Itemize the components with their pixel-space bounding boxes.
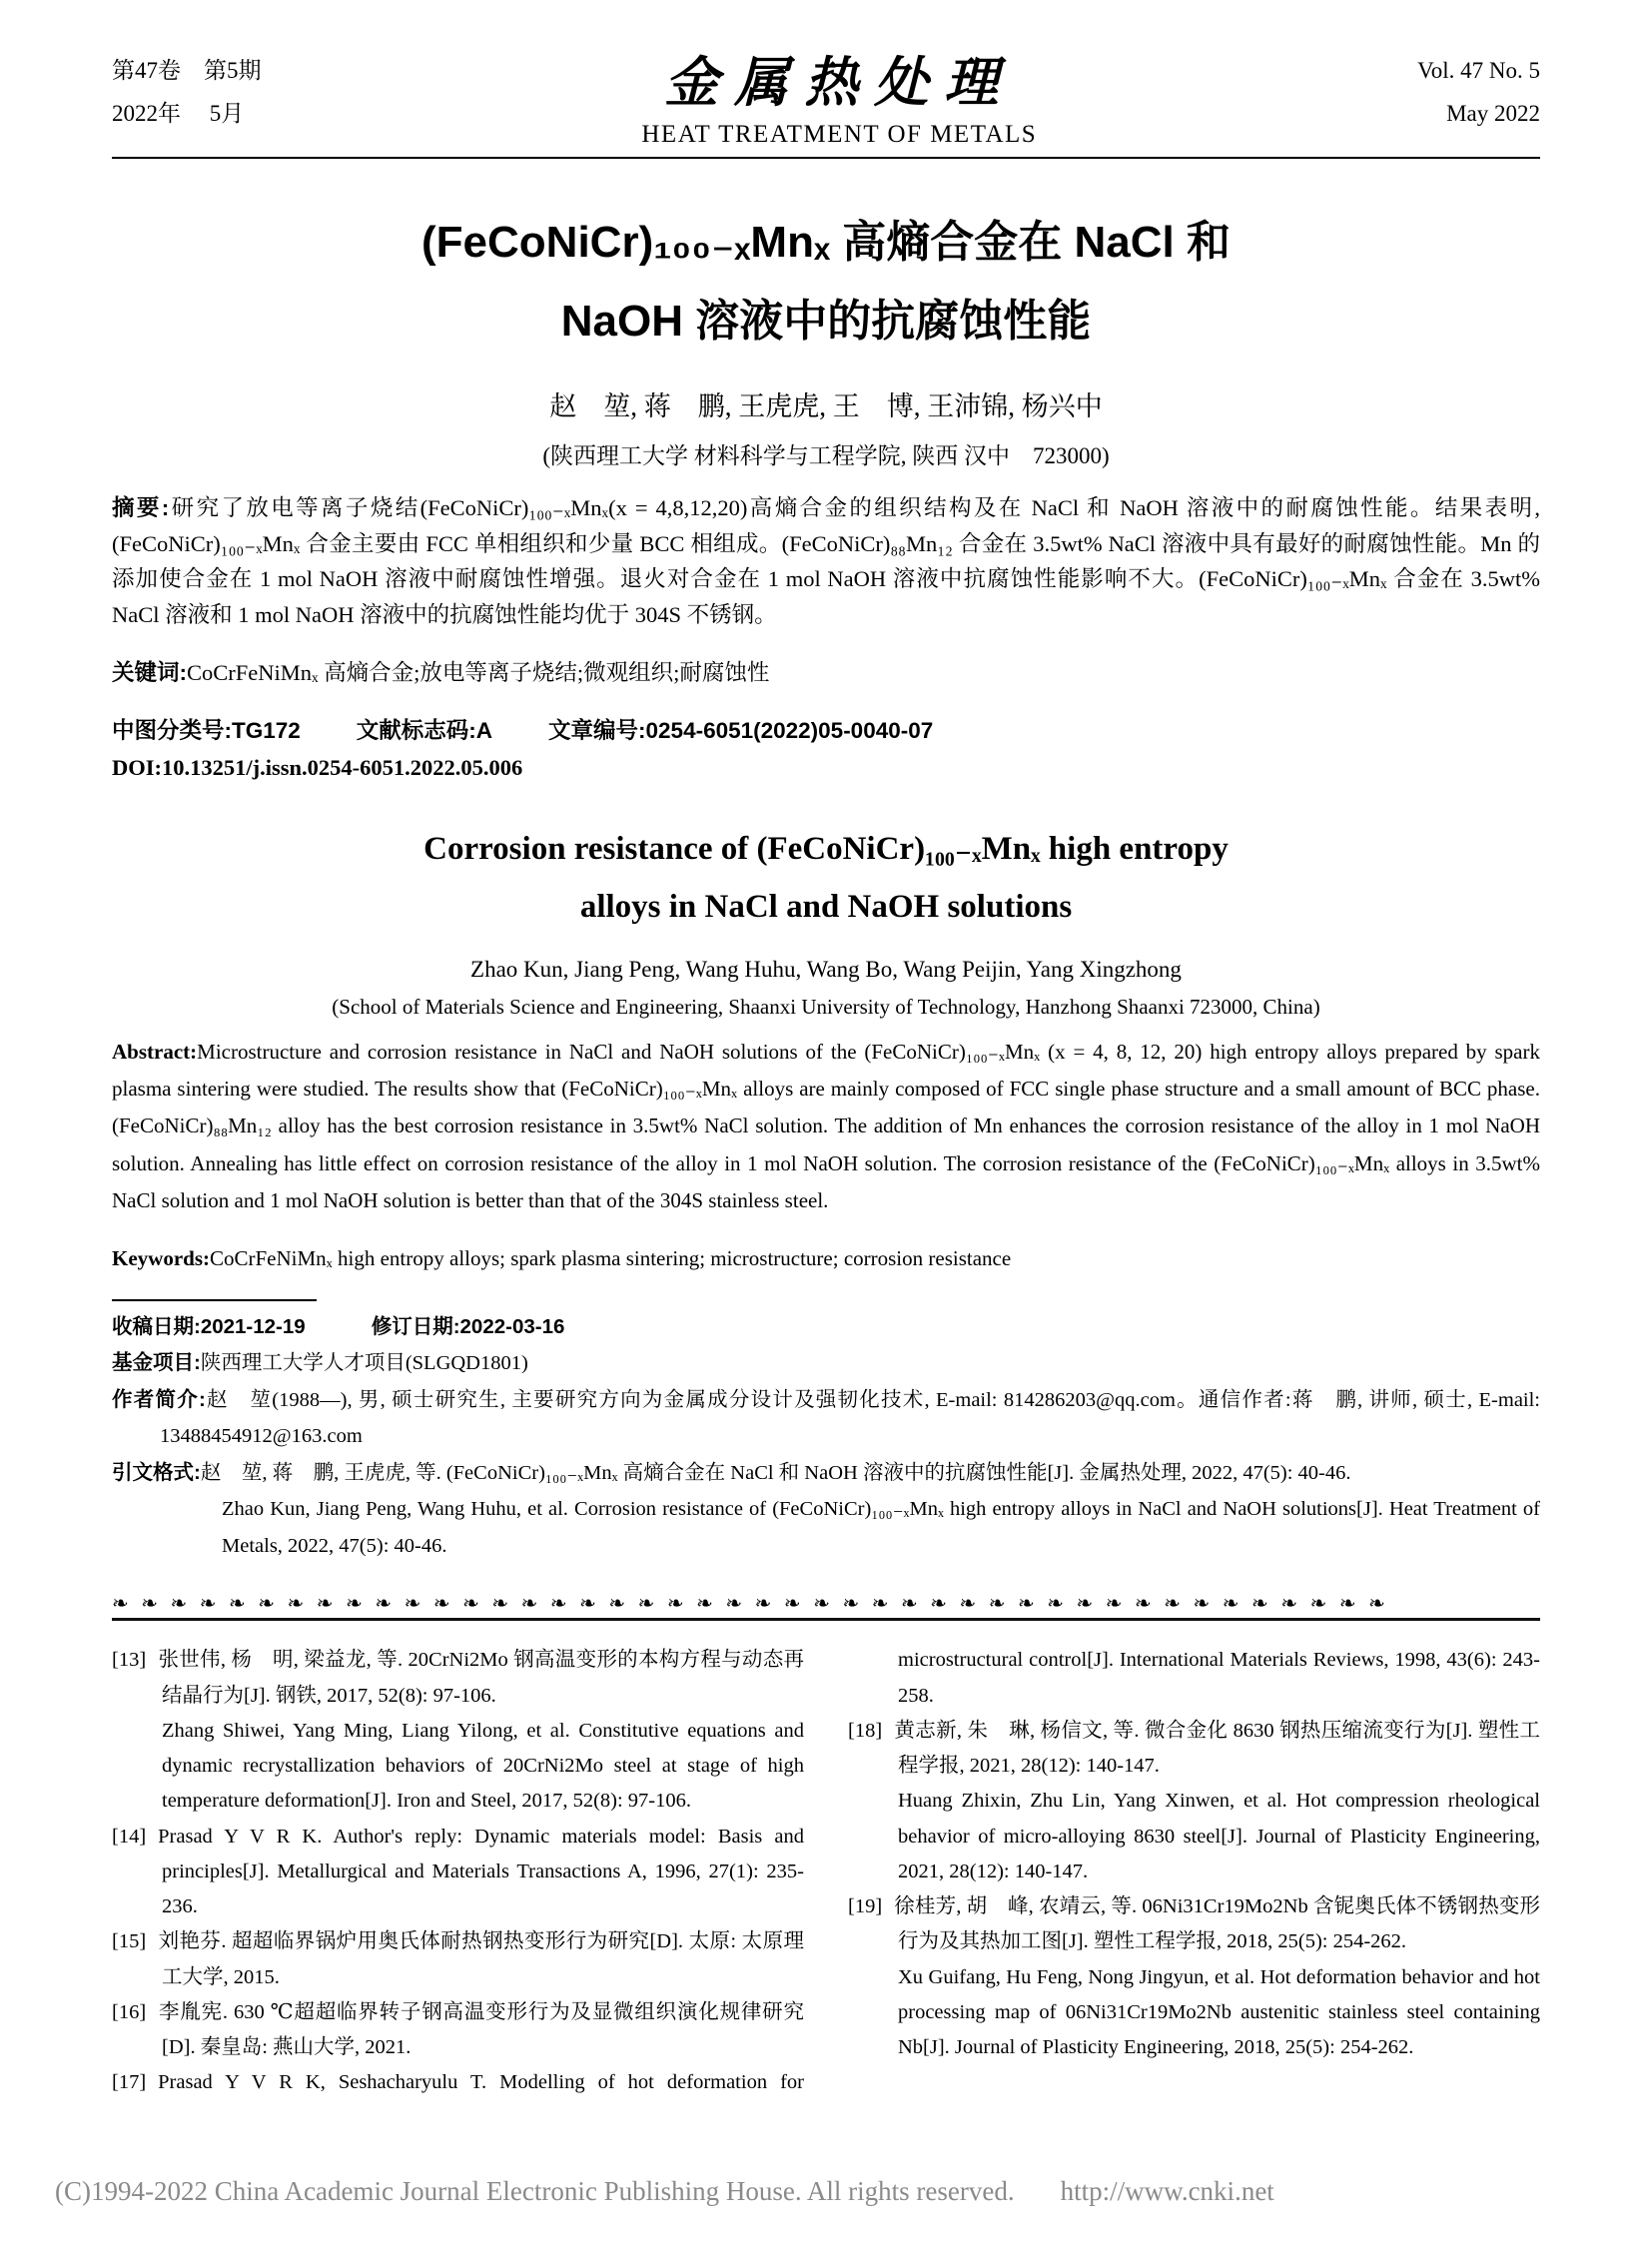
abstract-cn bbox=[112, 490, 1540, 632]
reference-text bbox=[112, 1924, 804, 1995]
journal-masthead bbox=[262, 40, 1418, 149]
keywords-en bbox=[112, 1240, 1540, 1277]
clc-number: 中图分类号:TG172 bbox=[112, 718, 301, 744]
authors-en: Zhao Kun, Jiang Peng, Wang Huhu, Wang Bo, Wang Peijin, Yang Xingzhong bbox=[470, 956, 1182, 982]
references-column-right bbox=[848, 1643, 1540, 2100]
article-number: 文章编号:0254-6051(2022)05-0040-07 bbox=[548, 718, 934, 744]
footnote-citation-cn bbox=[112, 1455, 1540, 1491]
fund-label: 基金项目: bbox=[112, 1351, 201, 1375]
keywords-cn-text: CoCrFeNiMnₓ 高熵合金;放电等离子烧结;微观组织;耐腐蚀性 bbox=[187, 660, 770, 686]
reference-body: 徐桂芳, 胡 峰, 农靖云, 等. 06Ni31Cr19Mo2Nb 含铌奥氏体不锈钢热变形行为及其热加工图[J]. 塑性工程学报, 2018, 25(5): 254-262. bbox=[894, 1895, 1540, 1953]
footnote-citation-en: Zhao Kun, Jiang Peng, Wang Huhu, et al. Corrosion resistance of (FeCoNiCr)₁₀₀₋ₓMnₓ high entropy alloys in NaCl and NaOH solutions[J]. Heat Treatment of Metals, 2022, 47(5): 40-46. bbox=[222, 1498, 1540, 1557]
reference-translation: Xu Guifang, Hu Feng, Nong Jingyun, et al. Hot deformation behavior and hot processing map of 06Ni31Cr19Mo2Nb austenitic stainless steel containing Nb[J]. Journal of Plasticity Engineering, 2018, 25(5): 254-262. bbox=[898, 1965, 1540, 2058]
reference-item-14 bbox=[112, 1820, 804, 1925]
reference-translation: Huang Zhixin, Zhu Lin, Yang Xinwen, et al. Hot compression rheological behavior of micro-alloying 8630 steel[J]. Journal of Plasticity Engineering, 2021, 28(12): 140-147. bbox=[898, 1790, 1540, 1882]
reference-number: [17] bbox=[112, 2071, 147, 2094]
article-title-cn-line2: NaOH 溶液中的抗腐蚀性能 bbox=[560, 297, 1092, 347]
reference-body: 黄志新, 朱 琳, 杨信文, 等. 微合金化 8630 钢热压缩流变行为[J]. 塑性工程学报, 2021, 28(12): 140-147. bbox=[894, 1719, 1540, 1777]
journal-header bbox=[112, 40, 1540, 149]
keywords-en-text: CoCrFeNiMnₓ high entropy alloys; spark plasma sintering; microstructure; corrosion resistance bbox=[210, 1246, 1012, 1271]
doi-line: DOI:10.13251/j.issn.0254-6051.2022.05.006 bbox=[112, 755, 523, 781]
reference-text bbox=[112, 1820, 804, 1925]
keywords-cn bbox=[112, 655, 1540, 691]
reference-item-15 bbox=[112, 1924, 804, 1995]
volume-issue-en: Vol. 47 No. 5 bbox=[1417, 58, 1540, 83]
references-section bbox=[112, 1643, 1540, 2100]
abstract-cn-label: 摘要: bbox=[112, 495, 170, 521]
footnote-divider bbox=[112, 1299, 317, 1301]
abstract-en-text: Microstructure and corrosion resistance in NaCl and NaOH solutions of the (FeCoNiCr)₁₀₀₋ₓMnₓ (x = 4, 8, 12, 20) high entropy alloys prepared by spark plasma sintering were studied. The results show that (FeCoNiCr)₁₀₀₋ₓMnₓ alloys are mainly composed of FCC single phase structure and a small amount of BCC phase. (FeCoNiCr)₈₈Mn₁₂ alloy has the best corrosion resistance in 3.5wt% NaCl solution. The addition of Mn enhances the corrosion resistance of the alloy in 1 mol NaOH solution. Annealing has little effect on corrosion resistance of the alloy in 1 mol NaOH solution. The corrosion resistance of the (FeCoNiCr)₁₀₀₋ₓMnₓ alloys in 3.5wt% NaCl solution and 1 mol NaOH solution is better than that of the 304S stainless steel. bbox=[112, 1039, 1540, 1213]
reference-item-19 bbox=[848, 1889, 1540, 2065]
footnote-block bbox=[112, 1309, 1540, 1564]
reference-number: [16] bbox=[112, 2000, 147, 2023]
reference-item-16 bbox=[112, 1995, 804, 2066]
journal-logo: 金属热处理 bbox=[664, 50, 1015, 114]
article-title-en-line1: Corrosion resistance of (FeCoNiCr)₁₀₀₋ₓMnₓ high entropy bbox=[423, 831, 1229, 868]
article-title-en bbox=[112, 821, 1540, 937]
article-title-en-line2: alloys in NaCl and NaOH solutions bbox=[579, 888, 1073, 925]
reference-continuation-text: microstructural control[J]. International Materials Reviews, 1998, 43(6): 243-258. bbox=[898, 1649, 1540, 1707]
journal-name-en: HEAT TREATMENT OF METALS bbox=[641, 121, 1038, 148]
abstract-en-label: Abstract: bbox=[112, 1039, 198, 1064]
header-issue-cn bbox=[112, 40, 262, 135]
footer-copyright: (C)1994-2022 China Academic Journal Electronic Publishing House. All rights reserved. bbox=[55, 2176, 1015, 2206]
header-issue-en bbox=[1417, 40, 1540, 135]
keywords-en-label: Keywords: bbox=[112, 1246, 210, 1271]
reference-text bbox=[848, 1714, 1540, 1785]
reference-body: 李胤宪. 630 ℃超超临界转子钢高温变形行为及显微组织演化规律研究[D]. 秦皇岛: 燕山大学, 2021. bbox=[158, 2000, 804, 2058]
authors-cn: 赵 堃, 蒋 鹏, 王虎虎, 王 博, 王沛锦, 杨兴中 bbox=[549, 391, 1103, 422]
reference-item-13 bbox=[112, 1643, 804, 1819]
received-date: 收稿日期:2021-12-19 bbox=[112, 1314, 306, 1338]
abstract-en bbox=[112, 1034, 1540, 1220]
reference-text bbox=[848, 1889, 1540, 1960]
reference-translation: Zhang Shiwei, Yang Ming, Liang Yilong, et al. Constitutive equations and dynamic recrystallization behaviors of 20CrNi2Mo steel at stage of high temperature deformation[J]. Iron and Steel, 2017, 52(8): 97-106. bbox=[162, 1719, 804, 1813]
revised-date: 修订日期:2022-03-16 bbox=[371, 1314, 565, 1338]
affiliation-cn: (陕西理工大学 材料科学与工程学院, 陕西 汉中 723000) bbox=[542, 443, 1110, 469]
abstract-cn-text: 研究了放电等离子烧结(FeCoNiCr)₁₀₀₋ₓMnₓ(x = 4,8,12,20)高熵合金的组织结构及在 NaCl 和 NaOH 溶液中的耐腐蚀性能。结果表明,(FeCoNiCr)₁₀₀₋ₓMnₓ 合金主要由 FCC 单相组织和少量 BCC 相组成。(FeCoNiCr)₈₈Mn₁₂ 合金在 3.5wt% NaCl 溶液中具有最好的耐腐蚀性能。Mn 的添加使合金在 1 mol NaOH 溶液中耐腐蚀性增强。退火对合金在 1 mol NaOH 溶液中抗腐蚀性能影响不大。(FeCoNiCr)₁₀₀₋ₓMnₓ 合金在 3.5wt% NaCl 溶液和 1 mol NaOH 溶液中的抗腐蚀性能均优于 304S 不锈钢。 bbox=[112, 495, 1540, 628]
volume-issue-cn: 第47卷 第5期 bbox=[112, 58, 262, 83]
reference-number: [13] bbox=[112, 1649, 147, 1672]
ornament-divider: ❧❧❧❧❧❧❧❧❧❧❧❧❧❧❧❧❧❧❧❧❧❧❧❧❧❧❧❧❧❧❧❧❧❧❧❧❧❧❧❧❧❧❧❧ bbox=[112, 1588, 1540, 1621]
reference-text bbox=[112, 1643, 804, 1714]
reference-number: [15] bbox=[112, 1930, 147, 1953]
reference-text bbox=[112, 1995, 804, 2066]
date-cn: 2022年 5月 bbox=[112, 100, 245, 126]
page-footer bbox=[55, 2176, 1597, 2207]
reference-body: Prasad Y V R K, Seshacharyulu T. Modelling of hot deformation for bbox=[158, 2071, 804, 2094]
footer-url-link[interactable]: http://www.cnki.net bbox=[1060, 2176, 1274, 2206]
citation-cn-text: 赵 堃, 蒋 鹏, 王虎虎, 等. (FeCoNiCr)₁₀₀₋ₓMnₓ 高熵合金在 NaCl 和 NaOH 溶液中的抗腐蚀性能[J]. 金属热处理, 2022, 47(5): 40-46. bbox=[200, 1461, 1351, 1484]
references-column-left bbox=[112, 1643, 804, 2100]
reference-body: 张世伟, 杨 明, 梁益龙, 等. 20CrNi2Mo 钢高温变形的本构方程与动态再结晶行为[J]. 钢铁, 2017, 52(8): 97-106. bbox=[158, 1649, 804, 1707]
date-en: May 2022 bbox=[1446, 100, 1540, 126]
footnote-fund bbox=[112, 1345, 1540, 1381]
bio-label: 作者简介: bbox=[112, 1387, 206, 1411]
reference-body: Prasad Y V R K. Author's reply: Dynamic materials model: Basis and principles[J]. Metallurgical and Materials Transactions A, 1996, 27(1): 235-236. bbox=[158, 1825, 804, 1917]
citation-label: 引文格式: bbox=[112, 1460, 201, 1484]
reference-item-17-continuation bbox=[848, 1643, 1540, 1714]
header-divider bbox=[112, 157, 1540, 159]
classification-line bbox=[112, 713, 1540, 745]
footnote-dates bbox=[112, 1309, 1540, 1345]
reference-text bbox=[112, 2065, 804, 2100]
reference-item-17 bbox=[112, 2065, 804, 2100]
article-title-cn bbox=[112, 203, 1540, 361]
reference-item-18 bbox=[848, 1714, 1540, 1889]
reference-body: 刘艳芬. 超超临界锅炉用奥氏体耐热钢热变形行为研究[D]. 太原: 太原理工大学, 2015. bbox=[158, 1930, 804, 1988]
reference-number: [19] bbox=[848, 1895, 883, 1917]
reference-number: [18] bbox=[848, 1719, 883, 1742]
document-code: 文献标志码:A bbox=[356, 718, 493, 744]
footnote-author-bio bbox=[112, 1382, 1540, 1455]
fund-text: 陕西理工大学人才项目(SLGQD1801) bbox=[200, 1352, 528, 1375]
affiliation-en: (School of Materials Science and Engineering, Shaanxi University of Technology, Hanzhong Shaanxi 723000, China) bbox=[332, 994, 1320, 1019]
keywords-cn-label: 关键词: bbox=[112, 660, 187, 686]
article-title-cn-line1: (FeCoNiCr)₁₀₀₋ₓMnₓ 高熵合金在 NaCl 和 bbox=[421, 218, 1231, 267]
reference-number: [14] bbox=[112, 1825, 147, 1848]
bio-text: 赵 堃(1988—), 男, 硕士研究生, 主要研究方向为金属成分设计及强韧化技术, E-mail: 814286203@qq.com。通信作者:蒋 鹏, 讲师, 硕士, E-mail: 13488454912@163.com bbox=[160, 1388, 1541, 1448]
